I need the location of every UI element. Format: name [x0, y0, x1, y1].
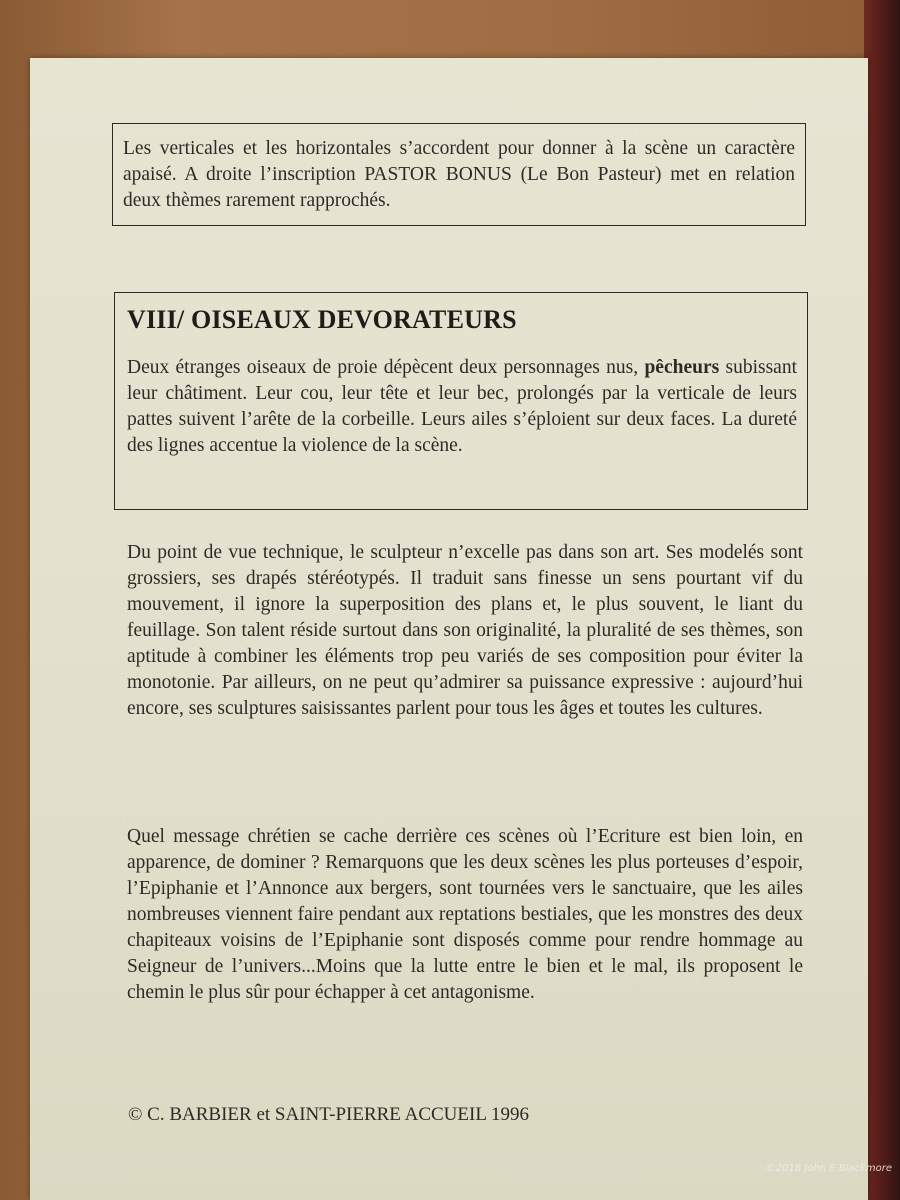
- section-box-oiseaux: [114, 292, 808, 510]
- photo-watermark: ©2018 John E Blackmore: [765, 1163, 892, 1174]
- information-sheet: [30, 58, 868, 1200]
- intro-text-box: [112, 123, 806, 226]
- section-heading: VIII/ OISEAUX DEVORATEURS: [127, 305, 517, 334]
- section-text: [127, 355, 797, 459]
- section-text-bold-word: pêcheurs: [644, 357, 720, 378]
- copyright-line: © C. BARBIER et SAINT-PIERRE ACCUEIL 1996: [128, 1104, 529, 1125]
- display-frame-edge: [864, 0, 900, 1200]
- intro-text: Les verticales et les horizontales s’accordent pour donner à la scène un caractère apaisé. A droite l’inscription PASTOR BONUS (Le Bon Pasteur) met en relation deux thèmes rarement rapprochés.: [123, 138, 795, 211]
- section-text-start: Deux étranges oiseaux de proie dépècent deux personnages nus,: [127, 357, 645, 378]
- message-paragraph: Quel message chrétien se cache derrière ces scènes où l’Ecriture est bien loin, en apparence, de dominer ? Remarquons que les deux scènes les plus porteuses d’espoir, l’Epiphanie et l’Annonce aux bergers, sont tournées vers le sanctuaire, que les ailes nombreuses viennent faire pendant aux reptations bestiales, que les monstres des deux chapiteaux voisins de l’Epiphanie sont disposés comme pour rendre hommage au Seigneur de l’univers...Moins que la lutte entre le bien et le mal, ils proposent le chemin le plus sûr pour échapper à cet antagonisme.: [127, 826, 803, 1003]
- technique-paragraph: Du point de vue technique, le sculpteur n’excelle pas dans son art. Ses modelés sont grossiers, ses drapés stéréotypés. Il traduit sans finesse un sens pourtant vif du mouvement, il ignore la superposition des plans et, le plus souvent, le liant du feuillage. Son talent réside surtout dans son originalité, la pluralité de ses thèmes, son aptitude à combiner les éléments trop peu variés de ses composition pour éviter la monotonie. Par ailleurs, on ne peut qu’admirer sa puissance expressive : aujourd’hui encore, ses sculptures saisissantes parlent pour tous les âges et toutes les cultures.: [127, 542, 803, 719]
- section-text-end: subissant leur châtiment. Leur cou, leur tête et leur bec, prolongés par la verticale de leurs pattes suivent l’arête de la corbeille. Leurs ailes s’éploient sur deux faces. La dureté des lignes accentue la violence de la scène.: [127, 357, 797, 456]
